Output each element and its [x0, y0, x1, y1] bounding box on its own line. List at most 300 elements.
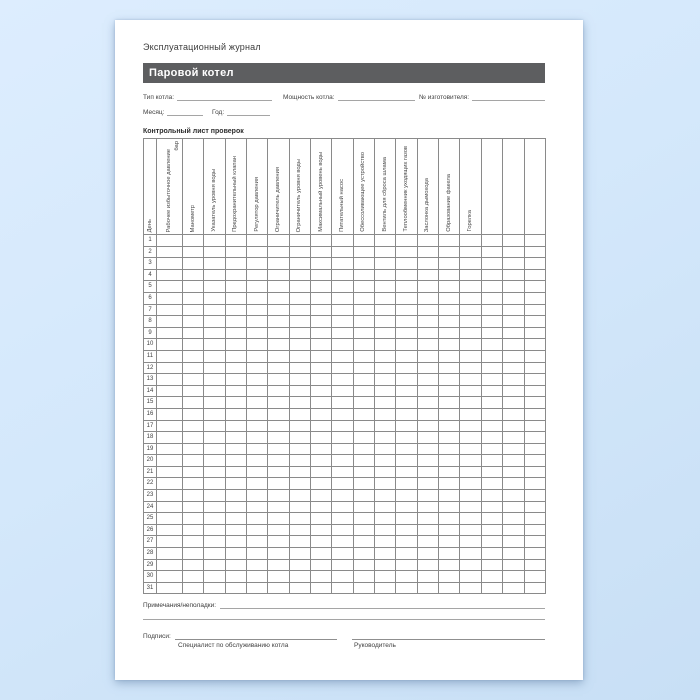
- check-cell: [268, 258, 289, 270]
- check-cell: [247, 536, 268, 548]
- check-cell: [503, 536, 524, 548]
- check-cell: [375, 466, 396, 478]
- check-cell: [183, 432, 204, 444]
- check-cell: [524, 582, 545, 594]
- check-cell: [157, 559, 183, 571]
- day-cell: 13: [144, 374, 157, 386]
- signatures-row: [143, 633, 545, 649]
- check-cell: [417, 548, 438, 560]
- check-cell: [481, 432, 502, 444]
- check-cell: [417, 362, 438, 374]
- check-cell: [503, 571, 524, 583]
- check-cell: [353, 432, 374, 444]
- check-cell: [439, 455, 460, 467]
- check-cell: [460, 536, 481, 548]
- check-cell: [375, 536, 396, 548]
- day-cell: 24: [144, 501, 157, 513]
- check-cell: [417, 455, 438, 467]
- check-cell: [204, 397, 225, 409]
- check-cell: [183, 316, 204, 328]
- day-cell: 14: [144, 385, 157, 397]
- check-cell: [332, 582, 353, 594]
- check-cell: [375, 443, 396, 455]
- check-cell: [481, 443, 502, 455]
- check-cell: [289, 258, 310, 270]
- check-cell: [157, 327, 183, 339]
- check-cell: [375, 235, 396, 247]
- check-cell: [247, 559, 268, 571]
- field-row-top: [143, 92, 545, 101]
- check-cell: [460, 455, 481, 467]
- check-cell: [353, 524, 374, 536]
- column-header-14: [439, 139, 460, 235]
- check-cell: [353, 513, 374, 525]
- check-cell: [225, 571, 246, 583]
- check-cell: [225, 513, 246, 525]
- day-row-19: [144, 443, 546, 455]
- check-cell: [396, 246, 417, 258]
- day-row-15: [144, 397, 546, 409]
- day-header-label: День: [146, 218, 153, 232]
- check-cell: [353, 478, 374, 490]
- check-cell: [417, 350, 438, 362]
- column-header-label: Рабочее избыточное давление: [166, 148, 173, 232]
- check-cell: [204, 443, 225, 455]
- check-cell: [289, 536, 310, 548]
- check-cell: [481, 339, 502, 351]
- check-cell: [503, 258, 524, 270]
- check-cell: [157, 235, 183, 247]
- check-cell: [289, 292, 310, 304]
- document-page: [115, 20, 583, 680]
- column-header-8: [311, 139, 332, 235]
- check-cell: [439, 501, 460, 513]
- check-cell: [204, 455, 225, 467]
- check-cell: [481, 374, 502, 386]
- check-cell: [289, 478, 310, 490]
- check-cell: [396, 571, 417, 583]
- check-cell: [247, 304, 268, 316]
- check-cell: [225, 246, 246, 258]
- check-cell: [183, 559, 204, 571]
- column-header-label: Вентиль для сброса шлама: [381, 157, 388, 232]
- check-cell: [481, 292, 502, 304]
- check-cell: [439, 466, 460, 478]
- check-cell: [157, 455, 183, 467]
- check-cell: [524, 432, 545, 444]
- column-header-label: Обессоливающее устройство: [360, 152, 367, 232]
- check-cell: [183, 501, 204, 513]
- check-cell: [524, 455, 545, 467]
- check-cell: [353, 571, 374, 583]
- check-cell: [396, 304, 417, 316]
- check-cell: [375, 478, 396, 490]
- check-cell: [375, 350, 396, 362]
- check-cell: [439, 292, 460, 304]
- check-cell: [353, 374, 374, 386]
- day-row-30: [144, 571, 546, 583]
- check-cell: [204, 513, 225, 525]
- column-header-16: [481, 139, 502, 235]
- check-cell: [439, 408, 460, 420]
- check-cell: [157, 374, 183, 386]
- check-cell: [289, 490, 310, 502]
- check-cell: [417, 269, 438, 281]
- check-cell: [524, 258, 545, 270]
- check-cell: [204, 571, 225, 583]
- check-cell: [183, 246, 204, 258]
- check-cell: [289, 327, 310, 339]
- check-cell: [289, 385, 310, 397]
- check-cell: [332, 304, 353, 316]
- check-cell: [439, 362, 460, 374]
- check-cell: [375, 316, 396, 328]
- check-cell: [417, 432, 438, 444]
- check-cell: [268, 501, 289, 513]
- check-cell: [204, 316, 225, 328]
- check-cell: [247, 466, 268, 478]
- check-cell: [417, 327, 438, 339]
- day-cell: 8: [144, 316, 157, 328]
- day-cell: 28: [144, 548, 157, 560]
- check-cell: [353, 548, 374, 560]
- check-cell: [439, 420, 460, 432]
- column-header-label: Горелка: [467, 210, 474, 232]
- check-cell: [439, 582, 460, 594]
- check-cell: [311, 292, 332, 304]
- check-cell: [396, 420, 417, 432]
- check-cell: [268, 374, 289, 386]
- day-cell: 27: [144, 536, 157, 548]
- check-cell: [289, 316, 310, 328]
- check-cell: [311, 258, 332, 270]
- column-header-10: [353, 139, 374, 235]
- check-cell: [375, 513, 396, 525]
- check-cell: [332, 478, 353, 490]
- check-cell: [353, 408, 374, 420]
- check-cell: [481, 548, 502, 560]
- column-header-label: Манометр: [189, 204, 196, 232]
- check-cell: [503, 559, 524, 571]
- check-cell: [332, 362, 353, 374]
- day-cell: 4: [144, 269, 157, 281]
- check-cell: [353, 246, 374, 258]
- check-cell: [417, 385, 438, 397]
- column-header-7: [289, 139, 310, 235]
- check-cell: [396, 524, 417, 536]
- check-cell: [289, 455, 310, 467]
- check-cell: [417, 536, 438, 548]
- check-cell: [225, 327, 246, 339]
- check-cell: [225, 490, 246, 502]
- check-cell: [183, 490, 204, 502]
- check-cell: [311, 548, 332, 560]
- check-cell: [311, 246, 332, 258]
- check-cell: [353, 292, 374, 304]
- check-cell: [524, 524, 545, 536]
- check-cell: [396, 316, 417, 328]
- column-header-label: Образование факела: [445, 174, 452, 232]
- check-cell: [225, 281, 246, 293]
- check-cell: [524, 235, 545, 247]
- check-cell: [375, 339, 396, 351]
- check-cell: [311, 432, 332, 444]
- check-cell: [247, 582, 268, 594]
- check-cell: [225, 397, 246, 409]
- check-cell: [503, 548, 524, 560]
- check-cell: [396, 536, 417, 548]
- year-label: Год:: [212, 109, 225, 116]
- check-cell: [353, 397, 374, 409]
- check-cell: [204, 582, 225, 594]
- check-cell: [524, 478, 545, 490]
- check-cell: [289, 571, 310, 583]
- check-cell: [460, 443, 481, 455]
- check-cell: [157, 466, 183, 478]
- day-cell: 23: [144, 490, 157, 502]
- check-cell: [353, 327, 374, 339]
- check-cell: [289, 443, 310, 455]
- notes-label: Примечания/неполадки:: [143, 602, 217, 610]
- check-cell: [311, 420, 332, 432]
- check-cell: [417, 559, 438, 571]
- check-cell: [481, 397, 502, 409]
- check-cell: [353, 455, 374, 467]
- check-cell: [183, 478, 204, 490]
- column-header-label: Теплообменник уходящих газов: [403, 146, 410, 232]
- check-cell: [460, 548, 481, 560]
- check-cell: [332, 490, 353, 502]
- notes-line-1: [220, 601, 545, 609]
- check-cell: [417, 420, 438, 432]
- check-cell: [417, 397, 438, 409]
- check-cell: [157, 281, 183, 293]
- check-cell: [311, 501, 332, 513]
- check-cell: [396, 559, 417, 571]
- check-cell: [225, 292, 246, 304]
- check-cell: [183, 548, 204, 560]
- check-cell: [204, 466, 225, 478]
- check-cell: [204, 362, 225, 374]
- check-cell: [247, 327, 268, 339]
- check-cell: [503, 292, 524, 304]
- check-cell: [268, 246, 289, 258]
- check-cell: [503, 443, 524, 455]
- check-cell: [289, 339, 310, 351]
- check-cell: [311, 524, 332, 536]
- check-cell: [460, 501, 481, 513]
- check-cell: [481, 478, 502, 490]
- check-cell: [503, 235, 524, 247]
- check-cell: [204, 281, 225, 293]
- check-cell: [183, 304, 204, 316]
- check-cell: [481, 559, 502, 571]
- day-row-6: [144, 292, 546, 304]
- day-row-3: [144, 258, 546, 270]
- check-cell: [353, 362, 374, 374]
- check-cell: [183, 513, 204, 525]
- check-cell: [247, 374, 268, 386]
- check-cell: [460, 524, 481, 536]
- check-cell: [524, 316, 545, 328]
- check-cell: [353, 536, 374, 548]
- check-cell: [247, 443, 268, 455]
- check-cell: [524, 304, 545, 316]
- check-cell: [311, 362, 332, 374]
- check-cell: [481, 246, 502, 258]
- check-cell: [247, 362, 268, 374]
- check-cell: [157, 258, 183, 270]
- day-cell: 21: [144, 466, 157, 478]
- check-cell: [311, 281, 332, 293]
- check-cell: [157, 420, 183, 432]
- check-cell: [204, 374, 225, 386]
- check-cell: [503, 455, 524, 467]
- day-row-8: [144, 316, 546, 328]
- day-cell: 26: [144, 524, 157, 536]
- check-cell: [289, 582, 310, 594]
- column-header-label: Максимальный уровень воды: [317, 152, 324, 232]
- check-cell: [417, 466, 438, 478]
- day-row-27: [144, 536, 546, 548]
- check-cell: [503, 350, 524, 362]
- check-cell: [289, 350, 310, 362]
- check-cell: [503, 246, 524, 258]
- day-row-11: [144, 350, 546, 362]
- day-row-24: [144, 501, 546, 513]
- check-cell: [503, 524, 524, 536]
- check-cell: [481, 281, 502, 293]
- check-cell: [247, 548, 268, 560]
- check-cell: [503, 385, 524, 397]
- day-row-18: [144, 432, 546, 444]
- check-cell: [157, 304, 183, 316]
- check-cell: [503, 304, 524, 316]
- check-cell: [225, 316, 246, 328]
- check-cell: [183, 281, 204, 293]
- column-header-5: [247, 139, 268, 235]
- check-cell: [375, 362, 396, 374]
- day-row-26: [144, 524, 546, 536]
- check-cell: [157, 582, 183, 594]
- check-cell: [247, 478, 268, 490]
- check-cell: [481, 571, 502, 583]
- check-cell: [332, 420, 353, 432]
- check-cell: [183, 455, 204, 467]
- column-header-13: [417, 139, 438, 235]
- check-cell: [183, 269, 204, 281]
- check-cell: [204, 536, 225, 548]
- check-cell: [460, 408, 481, 420]
- check-cell: [183, 362, 204, 374]
- column-header-4: [225, 139, 246, 235]
- day-row-21: [144, 466, 546, 478]
- check-cell: [396, 385, 417, 397]
- check-cell: [204, 524, 225, 536]
- check-cell: [268, 478, 289, 490]
- check-cell: [417, 571, 438, 583]
- boiler-type-banner: Паровой котел: [143, 63, 545, 83]
- check-cell: [460, 374, 481, 386]
- check-cell: [396, 443, 417, 455]
- check-cell: [439, 374, 460, 386]
- check-cell: [332, 408, 353, 420]
- check-cell: [247, 235, 268, 247]
- check-cell: [353, 490, 374, 502]
- check-cell: [268, 524, 289, 536]
- check-cell: [439, 548, 460, 560]
- check-cell: [396, 362, 417, 374]
- check-cell: [396, 408, 417, 420]
- check-cell: [353, 559, 374, 571]
- check-cell: [268, 432, 289, 444]
- check-cell: [439, 559, 460, 571]
- day-row-20: [144, 455, 546, 467]
- check-cell: [289, 432, 310, 444]
- check-cell: [225, 536, 246, 548]
- check-cell: [375, 559, 396, 571]
- check-cell: [311, 235, 332, 247]
- check-cell: [157, 316, 183, 328]
- check-cell: [460, 466, 481, 478]
- check-cell: [247, 501, 268, 513]
- check-cell: [225, 501, 246, 513]
- checklist-section-title: Контрольный лист проверок: [143, 128, 244, 135]
- column-header-9: [332, 139, 353, 235]
- check-cell: [247, 281, 268, 293]
- check-cell: [439, 490, 460, 502]
- check-cell: [157, 536, 183, 548]
- check-cell: [268, 385, 289, 397]
- check-cell: [353, 281, 374, 293]
- check-cell: [247, 420, 268, 432]
- check-cell: [268, 443, 289, 455]
- check-cell: [503, 374, 524, 386]
- check-cell: [439, 339, 460, 351]
- check-cell: [311, 478, 332, 490]
- check-cell: [183, 571, 204, 583]
- check-cell: [289, 235, 310, 247]
- check-cell: [503, 408, 524, 420]
- column-header-17: [503, 139, 524, 235]
- check-cell: [524, 281, 545, 293]
- check-cell: [417, 490, 438, 502]
- day-cell: 6: [144, 292, 157, 304]
- day-cell: 19: [144, 443, 157, 455]
- check-cell: [439, 443, 460, 455]
- check-cell: [332, 258, 353, 270]
- check-cell: [225, 432, 246, 444]
- column-header-label: Предохранительный клапан: [232, 156, 239, 232]
- check-cell: [183, 258, 204, 270]
- check-cell: [268, 304, 289, 316]
- day-row-10: [144, 339, 546, 351]
- check-cell: [460, 281, 481, 293]
- manufacturer-no-label: № изготовителя:: [419, 94, 470, 101]
- check-cell: [481, 385, 502, 397]
- day-row-13: [144, 374, 546, 386]
- check-cell: [524, 397, 545, 409]
- check-cell: [524, 536, 545, 548]
- check-cell: [247, 385, 268, 397]
- signature-manager: Руководитель: [352, 639, 545, 649]
- check-cell: [332, 292, 353, 304]
- check-cell: [481, 501, 502, 513]
- check-cell: [460, 490, 481, 502]
- check-cell: [247, 258, 268, 270]
- check-cell: [353, 466, 374, 478]
- check-cell: [439, 432, 460, 444]
